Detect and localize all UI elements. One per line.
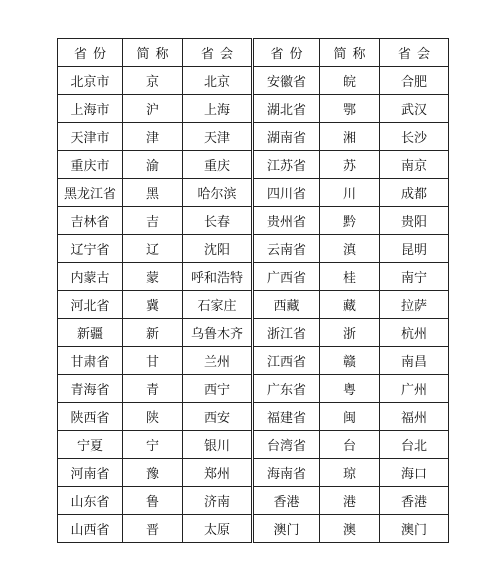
left-province-cell: 上海市 xyxy=(58,95,123,123)
left-capital-cell: 兰州 xyxy=(183,347,253,375)
left-province-cell: 河北省 xyxy=(58,291,123,319)
province-abbreviation-capital-table xyxy=(57,38,449,543)
left-abbreviation-cell: 冀 xyxy=(123,291,183,319)
table-row xyxy=(58,179,449,207)
table-row xyxy=(58,263,449,291)
left-capital-cell: 银川 xyxy=(183,431,253,459)
table-row xyxy=(58,207,449,235)
right-capital-cell: 合肥 xyxy=(380,67,449,95)
left-capital-cell: 西安 xyxy=(183,403,253,431)
right-abbreviation-cell: 赣 xyxy=(320,347,380,375)
right-province-cell: 海南省 xyxy=(253,459,320,487)
table-row xyxy=(58,95,449,123)
left-abbreviation-cell: 渝 xyxy=(123,151,183,179)
left-province-cell: 辽宁省 xyxy=(58,235,123,263)
left-province-cell: 甘肃省 xyxy=(58,347,123,375)
left-capital-cell: 沈阳 xyxy=(183,235,253,263)
right-capital-cell: 福州 xyxy=(380,403,449,431)
header-row xyxy=(58,39,449,67)
right-province-cell: 云南省 xyxy=(253,235,320,263)
table-row xyxy=(58,347,449,375)
right-province-cell: 浙江省 xyxy=(253,319,320,347)
right-capital-cell: 杭州 xyxy=(380,319,449,347)
right-province-cell: 江西省 xyxy=(253,347,320,375)
left-capital-cell: 西宁 xyxy=(183,375,253,403)
right-province-cell: 广西省 xyxy=(253,263,320,291)
left-province-cell: 宁夏 xyxy=(58,431,123,459)
left-abbreviation-cell: 青 xyxy=(123,375,183,403)
left-capital-cell: 石家庄 xyxy=(183,291,253,319)
left-capital-cell: 哈尔滨 xyxy=(183,179,253,207)
left-province-cell: 天津市 xyxy=(58,123,123,151)
left-province-cell: 黑龙江省 xyxy=(58,179,123,207)
right-capital-cell: 武汉 xyxy=(380,95,449,123)
left-abbreviation-cell: 晋 xyxy=(123,515,183,543)
table-row xyxy=(58,375,449,403)
left-province-cell: 内蒙古 xyxy=(58,263,123,291)
right-province-cell: 湖南省 xyxy=(253,123,320,151)
right-abbreviation-cell: 粤 xyxy=(320,375,380,403)
right-province-cell: 福建省 xyxy=(253,403,320,431)
left-capital-cell: 乌鲁木齐 xyxy=(183,319,253,347)
left-province-cell: 陕西省 xyxy=(58,403,123,431)
table-row xyxy=(58,487,449,515)
right-province-cell: 湖北省 xyxy=(253,95,320,123)
left-province-cell: 河南省 xyxy=(58,459,123,487)
left-abbreviation-cell: 新 xyxy=(123,319,183,347)
table-body xyxy=(58,67,449,543)
left-abbreviation-cell: 豫 xyxy=(123,459,183,487)
left-abbreviation-cell: 陕 xyxy=(123,403,183,431)
left-capital-cell: 天津 xyxy=(183,123,253,151)
table-row xyxy=(58,319,449,347)
table-row xyxy=(58,431,449,459)
right-capital-cell: 台北 xyxy=(380,431,449,459)
left-capital-cell: 太原 xyxy=(183,515,253,543)
left-abbreviation-cell: 京 xyxy=(123,67,183,95)
table-row xyxy=(58,235,449,263)
left-province-cell: 新疆 xyxy=(58,319,123,347)
left-capital-cell: 上海 xyxy=(183,95,253,123)
right-capital-cell: 香港 xyxy=(380,487,449,515)
right-province-cell: 四川省 xyxy=(253,179,320,207)
right-abbreviation-cell: 滇 xyxy=(320,235,380,263)
right-abbreviation-cell: 桂 xyxy=(320,263,380,291)
header-capital-right: 省会 xyxy=(380,39,449,67)
left-province-cell: 北京市 xyxy=(58,67,123,95)
table-row xyxy=(58,151,449,179)
left-abbreviation-cell: 津 xyxy=(123,123,183,151)
right-capital-cell: 贵阳 xyxy=(380,207,449,235)
right-abbreviation-cell: 澳 xyxy=(320,515,380,543)
table-row xyxy=(58,123,449,151)
right-province-cell: 江苏省 xyxy=(253,151,320,179)
left-abbreviation-cell: 蒙 xyxy=(123,263,183,291)
header-abbreviation-left: 简称 xyxy=(123,39,183,67)
table-row xyxy=(58,403,449,431)
header-capital-left: 省会 xyxy=(183,39,253,67)
right-capital-cell: 海口 xyxy=(380,459,449,487)
right-capital-cell: 长沙 xyxy=(380,123,449,151)
left-capital-cell: 长春 xyxy=(183,207,253,235)
right-province-cell: 澳门 xyxy=(253,515,320,543)
right-abbreviation-cell: 浙 xyxy=(320,319,380,347)
right-abbreviation-cell: 湘 xyxy=(320,123,380,151)
right-capital-cell: 成都 xyxy=(380,179,449,207)
header-abbreviation-right: 简称 xyxy=(320,39,380,67)
right-abbreviation-cell: 琼 xyxy=(320,459,380,487)
left-capital-cell: 北京 xyxy=(183,67,253,95)
table-row xyxy=(58,291,449,319)
table-row xyxy=(58,515,449,543)
right-capital-cell: 广州 xyxy=(380,375,449,403)
table-row xyxy=(58,459,449,487)
right-province-cell: 西藏 xyxy=(253,291,320,319)
right-capital-cell: 南京 xyxy=(380,151,449,179)
right-province-cell: 香港 xyxy=(253,487,320,515)
right-capital-cell: 拉萨 xyxy=(380,291,449,319)
left-capital-cell: 郑州 xyxy=(183,459,253,487)
right-province-cell: 贵州省 xyxy=(253,207,320,235)
right-capital-cell: 南昌 xyxy=(380,347,449,375)
left-province-cell: 重庆市 xyxy=(58,151,123,179)
left-capital-cell: 重庆 xyxy=(183,151,253,179)
left-abbreviation-cell: 吉 xyxy=(123,207,183,235)
right-capital-cell: 澳门 xyxy=(380,515,449,543)
left-province-cell: 吉林省 xyxy=(58,207,123,235)
left-abbreviation-cell: 鲁 xyxy=(123,487,183,515)
right-capital-cell: 昆明 xyxy=(380,235,449,263)
right-province-cell: 台湾省 xyxy=(253,431,320,459)
table-row xyxy=(58,67,449,95)
right-abbreviation-cell: 皖 xyxy=(320,67,380,95)
left-abbreviation-cell: 宁 xyxy=(123,431,183,459)
left-abbreviation-cell: 沪 xyxy=(123,95,183,123)
right-abbreviation-cell: 藏 xyxy=(320,291,380,319)
right-abbreviation-cell: 黔 xyxy=(320,207,380,235)
left-province-cell: 青海省 xyxy=(58,375,123,403)
right-province-cell: 广东省 xyxy=(253,375,320,403)
right-abbreviation-cell: 鄂 xyxy=(320,95,380,123)
province-table-container xyxy=(57,38,448,542)
right-abbreviation-cell: 闽 xyxy=(320,403,380,431)
right-capital-cell: 南宁 xyxy=(380,263,449,291)
left-abbreviation-cell: 黑 xyxy=(123,179,183,207)
left-abbreviation-cell: 甘 xyxy=(123,347,183,375)
left-capital-cell: 呼和浩特 xyxy=(183,263,253,291)
right-abbreviation-cell: 港 xyxy=(320,487,380,515)
right-province-cell: 安徽省 xyxy=(253,67,320,95)
left-province-cell: 山西省 xyxy=(58,515,123,543)
left-abbreviation-cell: 辽 xyxy=(123,235,183,263)
right-abbreviation-cell: 川 xyxy=(320,179,380,207)
left-capital-cell: 济南 xyxy=(183,487,253,515)
header-province-right: 省份 xyxy=(253,39,320,67)
header-province-left: 省份 xyxy=(58,39,123,67)
left-province-cell: 山东省 xyxy=(58,487,123,515)
right-abbreviation-cell: 台 xyxy=(320,431,380,459)
right-abbreviation-cell: 苏 xyxy=(320,151,380,179)
